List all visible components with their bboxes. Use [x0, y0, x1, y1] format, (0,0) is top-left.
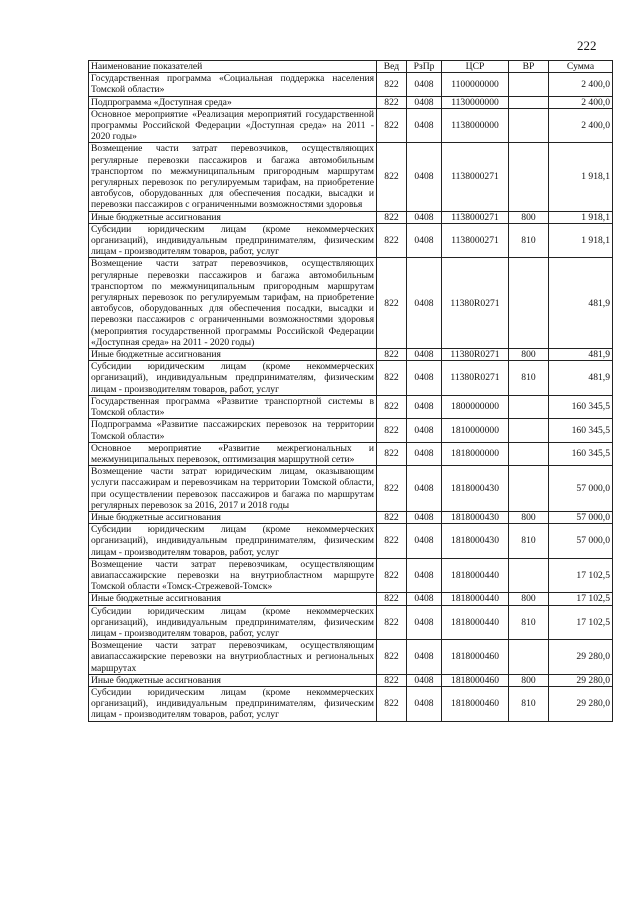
- cell-csr: 11380R0271: [442, 361, 509, 396]
- cell-csr: 1138000000: [442, 108, 509, 143]
- table-row: [89, 605, 613, 640]
- cell-ved: 822: [377, 258, 407, 349]
- cell-ved: 822: [377, 108, 407, 143]
- cell-vr: [509, 108, 549, 143]
- cell-name: Иные бюджетные ассигнования: [89, 511, 377, 523]
- table-row: [89, 349, 613, 361]
- cell-name: Иные бюджетные ассигнования: [89, 211, 377, 223]
- cell-ved: 822: [377, 593, 407, 605]
- cell-sum: 29 280,0: [549, 674, 613, 686]
- table-row: [89, 511, 613, 523]
- cell-ved: 822: [377, 640, 407, 675]
- header-rzpr: РзПр: [407, 61, 442, 73]
- cell-ved: 822: [377, 466, 407, 512]
- cell-vr: 800: [509, 511, 549, 523]
- cell-ved: 822: [377, 419, 407, 442]
- cell-rzpr: 0408: [407, 211, 442, 223]
- cell-vr: [509, 258, 549, 349]
- cell-name: Государственная программа «Развитие транспортной системы в Томской области»: [89, 395, 377, 418]
- table-row: [89, 442, 613, 465]
- cell-sum: 57 000,0: [549, 511, 613, 523]
- cell-name: Субсидии юридическим лицам (кроме некоммерческих организаций), индивидуальным предпринимателям, физическим лицам - производителям товаров, работ, услуг: [89, 686, 377, 721]
- cell-name: Возмещение части затрат перевозчиков, осуществляющих регулярные перевозки пассажиров и багажа автомобильным транспортом по межмуниципальным пригородным маршрутам регулярных перевозок по регулируемым тарифам, на приобретение автобусов, оборудованных для обеспечения посадки, высадки и перевозки пассажиров с ограниченными возможностями здоровья (мероприятия государственной программы Российской Федерации «Доступная среда» на 2011 - 2020 годы): [89, 258, 377, 349]
- cell-rzpr: 0408: [407, 258, 442, 349]
- cell-vr: [509, 466, 549, 512]
- cell-csr: 1138000271: [442, 223, 509, 258]
- cell-rzpr: 0408: [407, 674, 442, 686]
- table-row: [89, 593, 613, 605]
- budget-table: [88, 60, 613, 722]
- cell-ved: 822: [377, 96, 407, 108]
- cell-vr: 810: [509, 686, 549, 721]
- cell-rzpr: 0408: [407, 223, 442, 258]
- cell-vr: [509, 442, 549, 465]
- cell-csr: 1810000000: [442, 419, 509, 442]
- cell-sum: 2 400,0: [549, 96, 613, 108]
- cell-rzpr: 0408: [407, 108, 442, 143]
- cell-name: Основное мероприятие «Реализация мероприятий государственной программы Российской Федерации «Доступная среда» на 2011 - 2020 годы»: [89, 108, 377, 143]
- header-vr: ВР: [509, 61, 549, 73]
- cell-sum: 481,9: [549, 361, 613, 396]
- cell-sum: 481,9: [549, 349, 613, 361]
- table-header-row: [89, 61, 613, 73]
- table-row: [89, 211, 613, 223]
- cell-name: Основное мероприятие «Развитие межрегиональных и межмуниципальных перевозок, оптимизация маршрутной сети»: [89, 442, 377, 465]
- cell-ved: 822: [377, 395, 407, 418]
- cell-rzpr: 0408: [407, 361, 442, 396]
- table-row: [89, 96, 613, 108]
- table-row: [89, 419, 613, 442]
- cell-vr: [509, 558, 549, 593]
- cell-name: Иные бюджетные ассигнования: [89, 593, 377, 605]
- table-row: [89, 466, 613, 512]
- cell-rzpr: 0408: [407, 593, 442, 605]
- cell-csr: 1818000000: [442, 442, 509, 465]
- cell-vr: 800: [509, 211, 549, 223]
- cell-rzpr: 0408: [407, 419, 442, 442]
- table-row: [89, 395, 613, 418]
- cell-vr: [509, 143, 549, 211]
- cell-csr: 1130000000: [442, 96, 509, 108]
- cell-name: Подпрограмма «Развитие пассажирских перевозок на территории Томской области»: [89, 419, 377, 442]
- cell-csr: 1818000460: [442, 640, 509, 675]
- cell-csr: 1818000440: [442, 593, 509, 605]
- cell-ved: 822: [377, 442, 407, 465]
- cell-csr: 1818000440: [442, 558, 509, 593]
- cell-sum: 160 345,5: [549, 395, 613, 418]
- cell-rzpr: 0408: [407, 442, 442, 465]
- cell-csr: 1818000430: [442, 466, 509, 512]
- cell-sum: 57 000,0: [549, 466, 613, 512]
- cell-vr: [509, 73, 549, 96]
- table-row: [89, 686, 613, 721]
- cell-vr: 810: [509, 605, 549, 640]
- cell-ved: 822: [377, 143, 407, 211]
- cell-sum: 17 102,5: [549, 605, 613, 640]
- cell-vr: 810: [509, 223, 549, 258]
- cell-name: Субсидии юридическим лицам (кроме некоммерческих организаций), индивидуальным предпринимателям, физическим лицам - производителям товаров, работ, услуг: [89, 524, 377, 559]
- cell-sum: 1 918,1: [549, 211, 613, 223]
- table-row: [89, 361, 613, 396]
- cell-ved: 822: [377, 349, 407, 361]
- cell-csr: 1100000000: [442, 73, 509, 96]
- cell-ved: 822: [377, 674, 407, 686]
- cell-vr: [509, 96, 549, 108]
- cell-name: Возмещение части затрат перевозчикам, осуществляющим авиапассажирские перевозки на внутриобластном маршруте Томской области «Томск-Стрежевой-Томск»: [89, 558, 377, 593]
- cell-ved: 822: [377, 223, 407, 258]
- header-name: Наименование показателей: [89, 61, 377, 73]
- cell-vr: [509, 640, 549, 675]
- table-row: [89, 143, 613, 211]
- cell-ved: 822: [377, 361, 407, 396]
- cell-csr: 1138000271: [442, 143, 509, 211]
- cell-ved: 822: [377, 211, 407, 223]
- header-ved: Вед: [377, 61, 407, 73]
- table-row: [89, 640, 613, 675]
- cell-rzpr: 0408: [407, 73, 442, 96]
- table-row: [89, 524, 613, 559]
- cell-csr: 1818000440: [442, 605, 509, 640]
- cell-sum: 2 400,0: [549, 73, 613, 96]
- table-row: [89, 108, 613, 143]
- cell-csr: 1138000271: [442, 211, 509, 223]
- cell-vr: [509, 395, 549, 418]
- cell-sum: 1 918,1: [549, 143, 613, 211]
- cell-rzpr: 0408: [407, 524, 442, 559]
- cell-sum: 481,9: [549, 258, 613, 349]
- cell-name: Субсидии юридическим лицам (кроме некоммерческих организаций), индивидуальным предпринимателям, физическим лицам - производителям товаров, работ, услуг: [89, 223, 377, 258]
- cell-name: Возмещение части затрат перевозчикам, осуществляющим авиапассажирские перевозки на внутриобластных и региональных маршрутах: [89, 640, 377, 675]
- cell-sum: 160 345,5: [549, 419, 613, 442]
- cell-sum: 2 400,0: [549, 108, 613, 143]
- cell-vr: 800: [509, 674, 549, 686]
- header-csr: ЦСР: [442, 61, 509, 73]
- cell-rzpr: 0408: [407, 640, 442, 675]
- cell-rzpr: 0408: [407, 686, 442, 721]
- cell-rzpr: 0408: [407, 511, 442, 523]
- cell-sum: 29 280,0: [549, 640, 613, 675]
- cell-name: Субсидии юридическим лицам (кроме некоммерческих организаций), индивидуальным предпринимателям, физическим лицам - производителям товаров, работ, услуг: [89, 605, 377, 640]
- cell-csr: 1818000460: [442, 674, 509, 686]
- cell-sum: 160 345,5: [549, 442, 613, 465]
- cell-sum: 57 000,0: [549, 524, 613, 559]
- cell-sum: 1 918,1: [549, 223, 613, 258]
- cell-ved: 822: [377, 73, 407, 96]
- cell-name: Иные бюджетные ассигнования: [89, 674, 377, 686]
- cell-name: Иные бюджетные ассигнования: [89, 349, 377, 361]
- header-sum: Сумма: [549, 61, 613, 73]
- cell-csr: 11380R0271: [442, 258, 509, 349]
- cell-name: Субсидии юридическим лицам (кроме некоммерческих организаций), индивидуальным предпринимателям, физическим лицам - производителям товаров, работ, услуг: [89, 361, 377, 396]
- page-number: 222: [577, 38, 597, 53]
- cell-name: Возмещение части затрат юридическим лицам, оказывающим услуги пассажирам и перевозчикам на территории Томской области, при осуществлении перевозок пассажиров и багажа по маршрутам регулярных перевозок за 2016, 2017 и 2018 годы: [89, 466, 377, 512]
- cell-rzpr: 0408: [407, 466, 442, 512]
- cell-csr: 1818000430: [442, 524, 509, 559]
- cell-ved: 822: [377, 511, 407, 523]
- cell-rzpr: 0408: [407, 558, 442, 593]
- cell-sum: 29 280,0: [549, 686, 613, 721]
- cell-rzpr: 0408: [407, 395, 442, 418]
- cell-vr: 800: [509, 593, 549, 605]
- cell-csr: 1800000000: [442, 395, 509, 418]
- cell-name: Подпрограмма «Доступная среда»: [89, 96, 377, 108]
- table-row: [89, 223, 613, 258]
- cell-vr: [509, 419, 549, 442]
- cell-csr: 1818000430: [442, 511, 509, 523]
- cell-ved: 822: [377, 605, 407, 640]
- table-row: [89, 258, 613, 349]
- cell-rzpr: 0408: [407, 605, 442, 640]
- cell-rzpr: 0408: [407, 349, 442, 361]
- cell-ved: 822: [377, 686, 407, 721]
- cell-vr: 810: [509, 361, 549, 396]
- cell-ved: 822: [377, 558, 407, 593]
- cell-sum: 17 102,5: [549, 593, 613, 605]
- cell-rzpr: 0408: [407, 96, 442, 108]
- cell-ved: 822: [377, 524, 407, 559]
- cell-csr: 11380R0271: [442, 349, 509, 361]
- table-row: [89, 558, 613, 593]
- cell-name: Государственная программа «Социальная поддержка населения Томской области»: [89, 73, 377, 96]
- cell-sum: 17 102,5: [549, 558, 613, 593]
- cell-rzpr: 0408: [407, 143, 442, 211]
- cell-csr: 1818000460: [442, 686, 509, 721]
- table-body: [89, 73, 613, 721]
- table-row: [89, 73, 613, 96]
- cell-vr: 810: [509, 524, 549, 559]
- cell-name: Возмещение части затрат перевозчиков, осуществляющих регулярные перевозки пассажиров и багажа автомобильным транспортом по межмуниципальным пригородным маршрутам регулярных перевозок по регулируемым тарифам, на приобретение автобусов, оборудованных для обеспечения посадки, высадки и перевозки пассажиров с ограниченными возможностями здоровья: [89, 143, 377, 211]
- budget-table-container: [88, 60, 612, 722]
- table-row: [89, 674, 613, 686]
- cell-vr: 800: [509, 349, 549, 361]
